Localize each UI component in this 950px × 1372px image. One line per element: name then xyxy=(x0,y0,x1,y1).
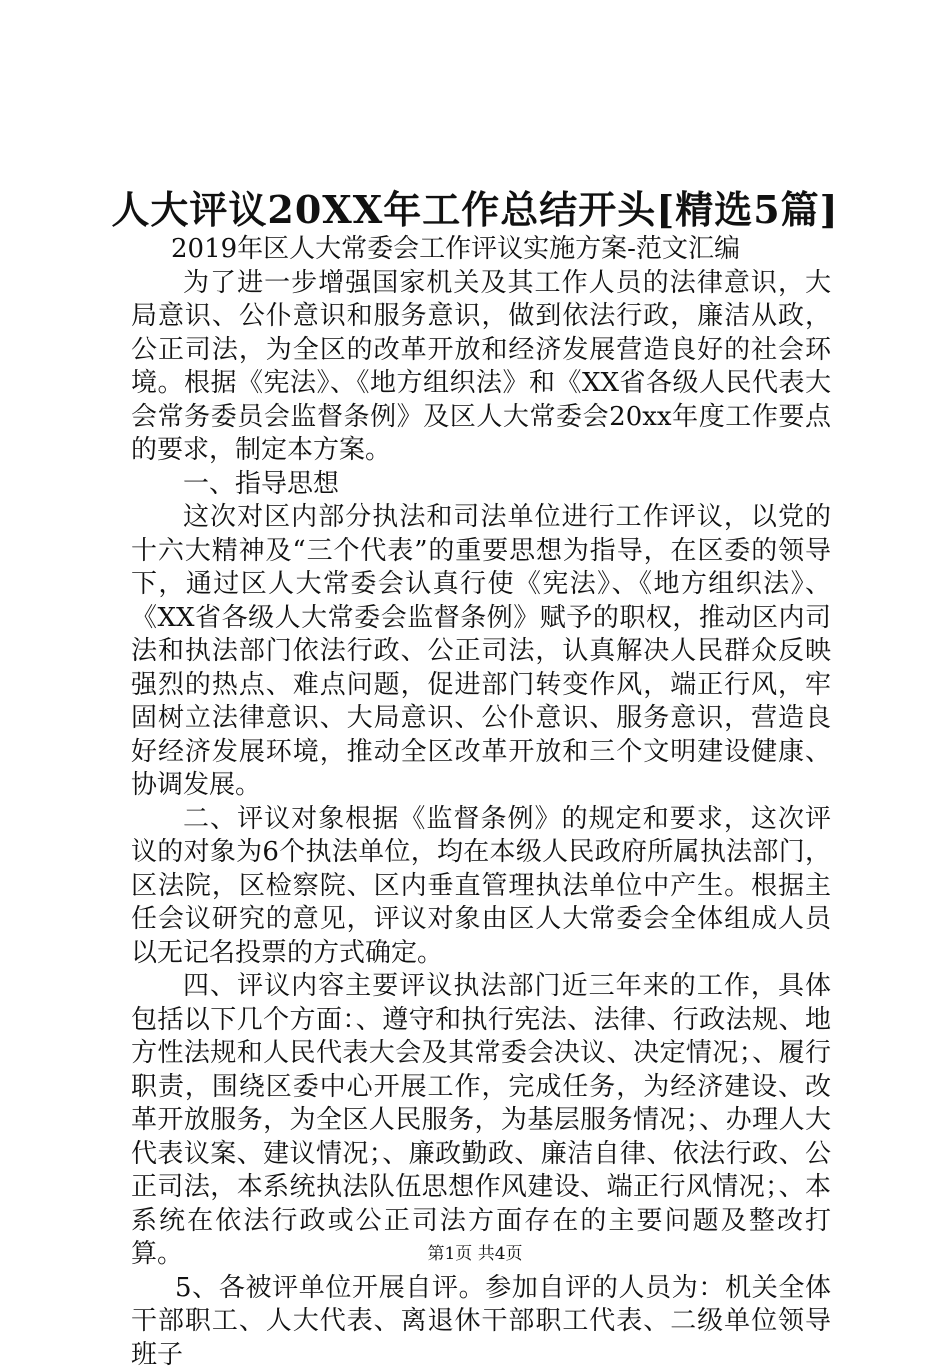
document-title: 人大评议20XX年工作总结开头[精选5篇] xyxy=(0,186,950,234)
section-heading-guiding-ideology: 一、指导思想 xyxy=(131,468,831,502)
intro-paragraph: 为了进一步增强国家机关及其工作人员的法律意识，大局意识、公仆意识和服务意识，做到依法行政，廉洁从政，公正司法，为全区的改革开放和经济发展营造良好的社会环境。根据《宪法》、《地方组织法》和《XX省各级人民代表大会常务委员会监督条例》及区人大常委会20xx年度工作要点的要求，制定本方案。 xyxy=(131,267,831,468)
self-evaluation-paragraph: 5、各被评单位开展自评。参加自评的人员为：机关全体干部职工、人大代表、离退休干部职工代表、二级单位领导班子 xyxy=(131,1272,831,1372)
evaluation-content-paragraph: 四、评议内容主要评议执法部门近三年来的工作，具体包括以下几个方面：、遵守和执行宪法、法律、行政法规、地方性法规和人民代表大会及其常委会决议、决定情况；、履行职责，围绕区委中心开展工作，完成任务，为经济建设、改革开放服务，为全区人民服务，为基层服务情况；、办理人大代表议案、建议情况；、廉政勤政、廉洁自律、依法行政、公正司法，本系统执法队伍思想作风建设、端正行风情况；、本系统在依法行政或公正司法方面存在的主要问题及整改打算。 xyxy=(131,970,831,1272)
page-number-footer: 第1页 共4页 xyxy=(0,1243,950,1265)
subtitle-paragraph: 2019年区人大常委会工作评议实施方案-范文汇编 xyxy=(131,233,831,267)
evaluation-targets-paragraph: 二、评议对象根据《监督条例》的规定和要求，这次评议的对象为6个执法单位，均在本级人民政府所属执法部门，区法院，区检察院、区内垂直管理执法单位中产生。根据主任会议研究的意见，评议对象由区人大常委会全体组成人员以无记名投票的方式确定。 xyxy=(131,803,831,971)
guiding-ideology-paragraph: 这次对区内部分执法和司法单位进行工作评议，以党的十六大精神及“三个代表”的重要思想为指导，在区委的领导下，通过区人大常委会认真行使《宪法》、《地方组织法》、《XX省各级人大常委会监督条例》赋予的职权，推动区内司法和执法部门依法行政、公正司法，认真解决人民群众反映强烈的热点、难点问题，促进部门转变作风，端正行风，牢固树立法律意识、大局意识、公仆意识、服务意识，营造良好经济发展环境，推动全区改革开放和三个文明建设健康、协调发展。 xyxy=(131,501,831,803)
document-body xyxy=(131,233,831,1372)
